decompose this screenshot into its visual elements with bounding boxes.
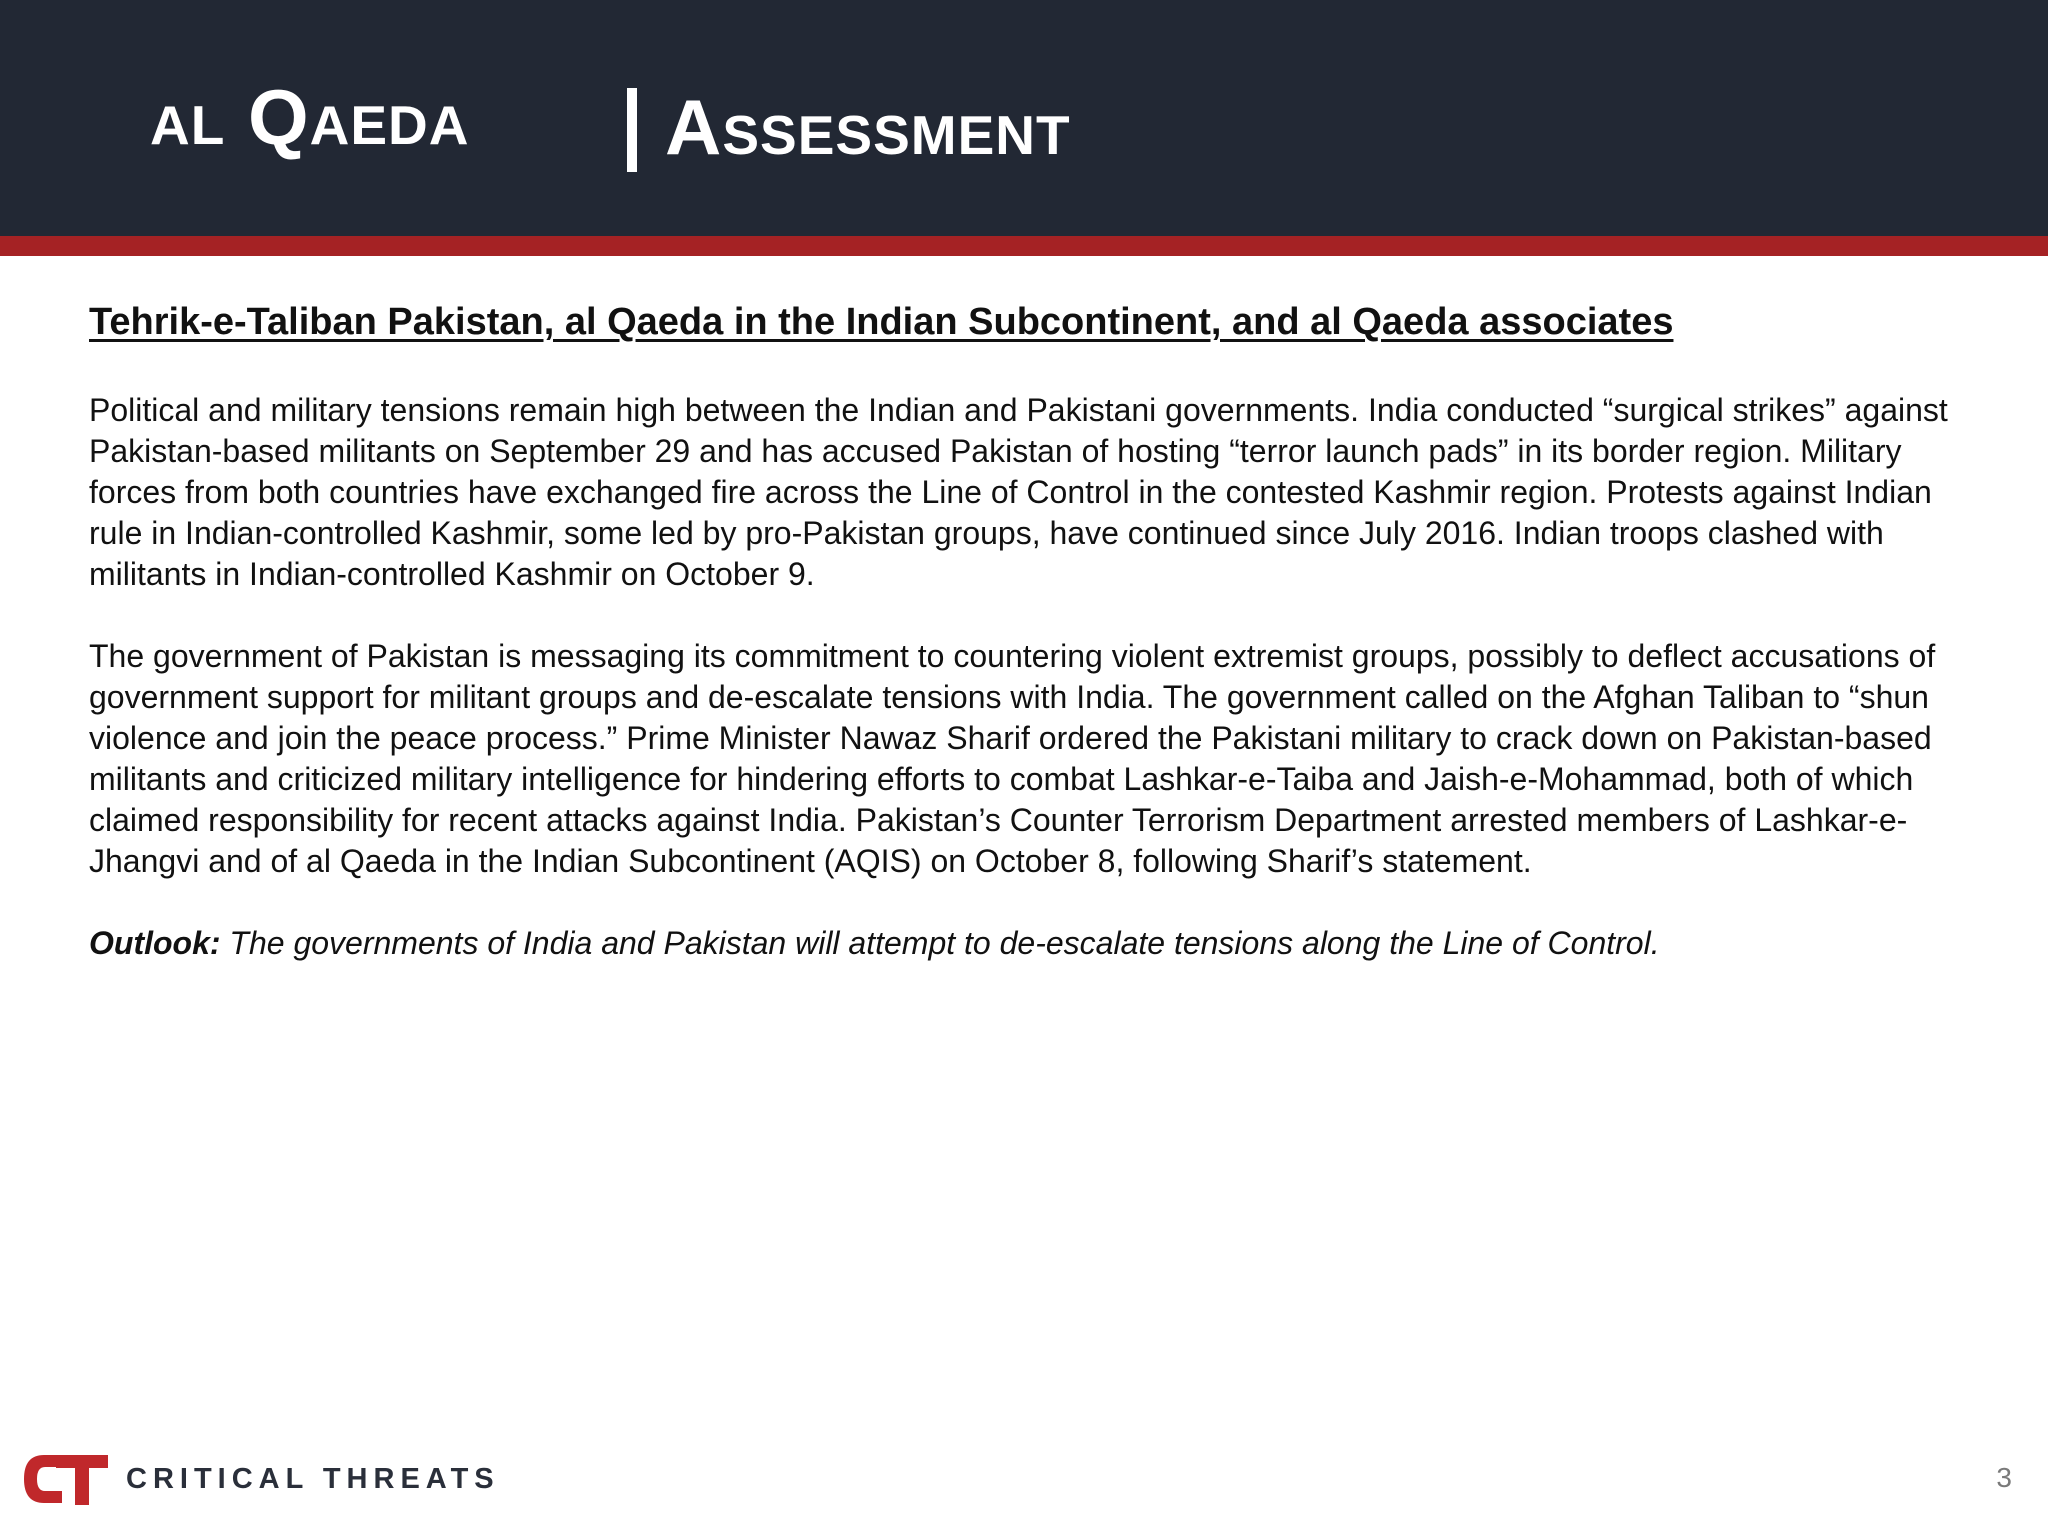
paragraph-tensions: Political and military tensions remain high between the Indian and Pakistani governments. India conducted “surgical strikes” against Pakistan-based militants on September 29 and has accused Pakistan of hosting “terror launch pads” in its border region. Military forces from both countries have exchanged fire across the Line of Control in the contested Kashmir region. Protests against Indian rule in Indian-controlled Kashmir, some led by pro-Pakistan groups, have continued since July 2016. Indian troops clashed with militants in Indian-controlled Kashmir on October 9. [89, 391, 1948, 592]
outlook-label: Outlook: [89, 924, 221, 961]
header-title-secondary: Assessment [665, 83, 1071, 171]
outlook-text: The governments of India and Pakistan will attempt to de-escalate tensions along the Line of Control. [220, 924, 1660, 961]
page-number: 3 [1996, 1462, 2012, 1493]
header-accent-stripe [0, 236, 2048, 256]
logo-wordmark: CRITICAL THREATS [126, 1462, 500, 1495]
section-heading: Tehrik-e-Taliban Pakistan, al Qaeda in the Indian Subcontinent, and al Qaeda associates [89, 301, 1674, 343]
ct-logo-icon [22, 1451, 110, 1507]
paragraph-government: The government of Pakistan is messaging its commitment to countering violent extremist groups, possibly to deflect accusations of government support for militant groups and de-escalate tensions with India. The government called on the Afghan Taliban to “shun violence and join the peace process.” Prime Minister Nawaz Sharif ordered the Pakistani military to crack down on Pakistan-based militants and criticized military intelligence for hindering efforts to combat Lashkar-e-Taiba and Jaish-e-Mohammad, both of which claimed responsibility for recent attacks against India. Pakistan’s Counter Terrorism Department arrested members of Lashkar-e-Jhangvi and of al Qaeda in the Indian Subcontinent (AQIS) on October 8, following Sharif’s statement. [89, 637, 1936, 879]
header-bar [0, 0, 2048, 236]
critical-threats-logo [22, 1450, 500, 1508]
header-title-primary: al Qaeda [150, 73, 470, 161]
title-divider [627, 88, 637, 172]
outlook-paragraph [89, 923, 1989, 964]
slide-content [89, 300, 1989, 1005]
